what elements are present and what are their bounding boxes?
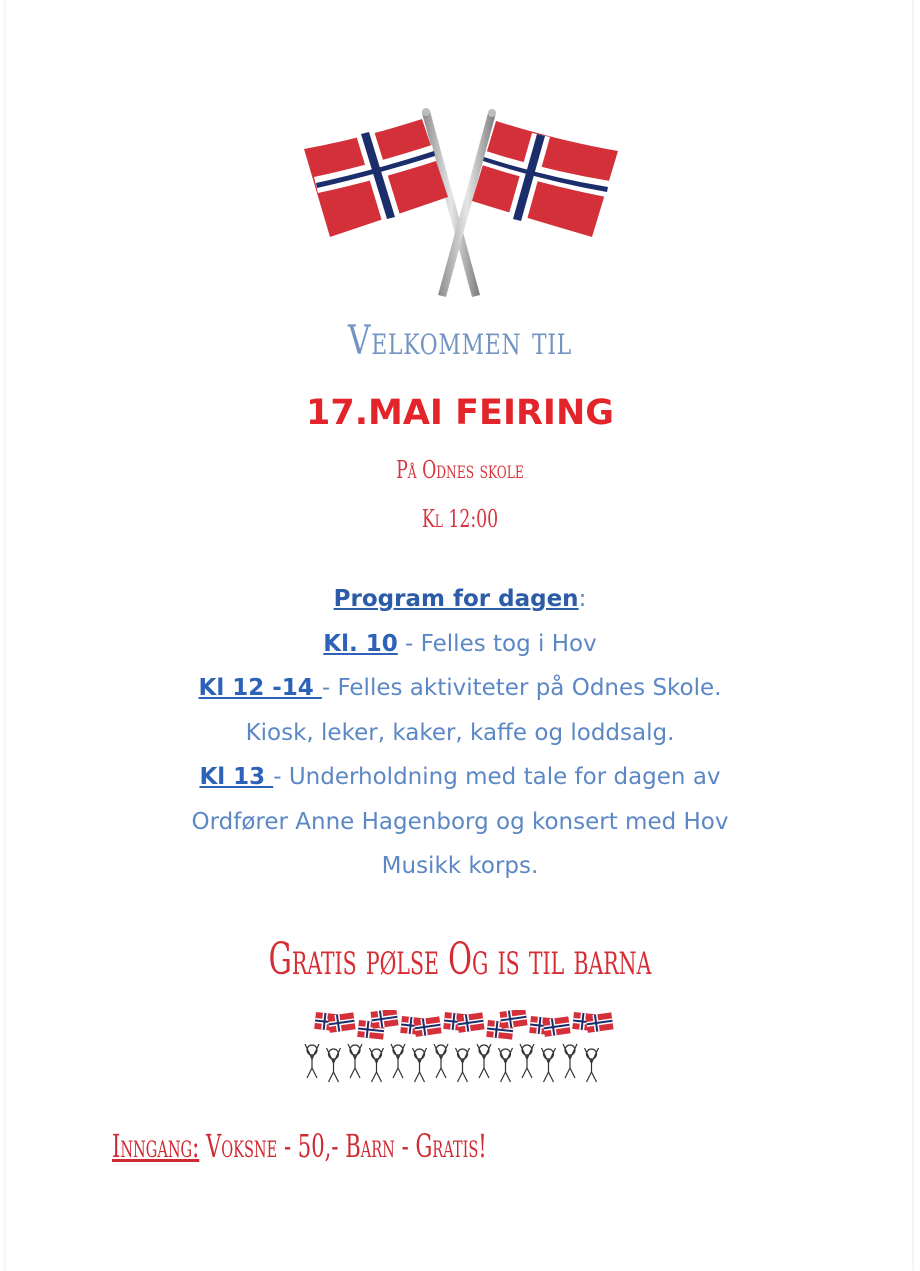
entry-price-line — [112, 1127, 487, 1165]
program-item — [100, 800, 820, 845]
entry-prices: Voksne - 50,- Barn - Gratis! — [199, 1127, 487, 1165]
figure-leg — [570, 1068, 575, 1078]
program-item-text: Kiosk, leker, kaker, kaffe og loddsalg. — [245, 719, 675, 746]
figure-leg — [506, 1072, 511, 1082]
figure-leg — [479, 1068, 484, 1078]
norway-flag-icon — [304, 119, 448, 237]
figure-head — [350, 1045, 360, 1055]
figure-head — [415, 1049, 425, 1059]
event-location: På Odnes skole — [396, 456, 524, 484]
figure-leg — [307, 1068, 312, 1078]
program-item — [100, 844, 820, 889]
figure-leg — [458, 1072, 463, 1082]
norway-flag-icon — [328, 1012, 356, 1032]
figure-head — [458, 1049, 468, 1059]
figure-leg — [398, 1068, 403, 1078]
figure-leg — [544, 1072, 549, 1082]
program-item-text: Ordfører Anne Hagenborg og konsert med Hov — [191, 808, 729, 835]
crossed-flags-icon — [300, 105, 620, 305]
program-heading-line — [100, 577, 820, 622]
figure-leg — [393, 1068, 398, 1078]
program-item — [100, 755, 820, 800]
figure-head — [501, 1049, 511, 1059]
figure-leg — [334, 1072, 339, 1082]
figure-head — [479, 1045, 489, 1055]
figure-leg — [441, 1068, 446, 1078]
norway-flag-icon — [371, 1010, 399, 1029]
figure-leg — [463, 1072, 468, 1082]
figure-head — [436, 1045, 446, 1055]
program-item-text: - Underholdning med tale for dagen av — [273, 764, 721, 790]
figure-leg — [415, 1072, 420, 1082]
program-item-text: - Felles aktiviteter på Odnes Skole. — [321, 675, 722, 701]
figure-leg — [527, 1068, 532, 1078]
program-item-time: Kl. 10 — [323, 630, 398, 657]
program-item — [100, 666, 820, 711]
norway-flag-icon — [543, 1016, 571, 1036]
program-item-text: - Felles tog i Hov — [397, 630, 597, 657]
figure-leg — [420, 1072, 425, 1082]
figure-head — [393, 1045, 403, 1055]
figure-leg — [501, 1072, 506, 1082]
crowd-with-flags-icon — [300, 1010, 620, 1085]
program-item — [100, 711, 820, 756]
event-time: Kl 12:00 — [421, 505, 499, 533]
program-item — [100, 622, 820, 667]
event-title: 17.MAI FEIRING — [306, 393, 614, 433]
figure-leg — [587, 1072, 592, 1082]
figure-head — [522, 1045, 532, 1055]
program-item-time: Kl 13 — [199, 764, 274, 790]
figure-head — [329, 1049, 339, 1059]
figure-leg — [329, 1072, 334, 1082]
figure-head — [544, 1049, 554, 1059]
figure-leg — [350, 1068, 355, 1078]
figure-leg — [377, 1072, 382, 1082]
figure-leg — [565, 1068, 570, 1078]
norway-flag-icon — [586, 1012, 614, 1032]
figure-head — [587, 1049, 597, 1059]
norway-flag-icon — [500, 1010, 528, 1029]
entry-label: Inngang: — [112, 1127, 200, 1165]
figure-head — [565, 1045, 575, 1055]
program-item-time: Kl 12 -14 — [198, 675, 322, 701]
free-food-notice: Gratis pølse Og is til barna — [268, 934, 652, 985]
welcome-heading: Velkommen til — [347, 318, 573, 364]
norway-flag-icon — [472, 121, 618, 237]
figure-leg — [355, 1068, 360, 1078]
program-heading-colon: : — [578, 586, 587, 612]
norway-flag-icon — [457, 1012, 485, 1032]
program-section — [100, 577, 820, 889]
figure-leg — [436, 1068, 441, 1078]
figure-head — [307, 1045, 317, 1055]
figure-leg — [549, 1072, 554, 1082]
figure-leg — [522, 1068, 527, 1078]
norway-flag-icon — [414, 1016, 442, 1036]
figure-leg — [592, 1072, 597, 1082]
figure-leg — [484, 1068, 489, 1078]
figure-head — [372, 1049, 382, 1059]
program-heading: Program for dagen — [333, 586, 579, 612]
figure-leg — [372, 1072, 377, 1082]
figure-leg — [312, 1068, 317, 1078]
program-item-text: Musikk korps. — [381, 853, 539, 879]
